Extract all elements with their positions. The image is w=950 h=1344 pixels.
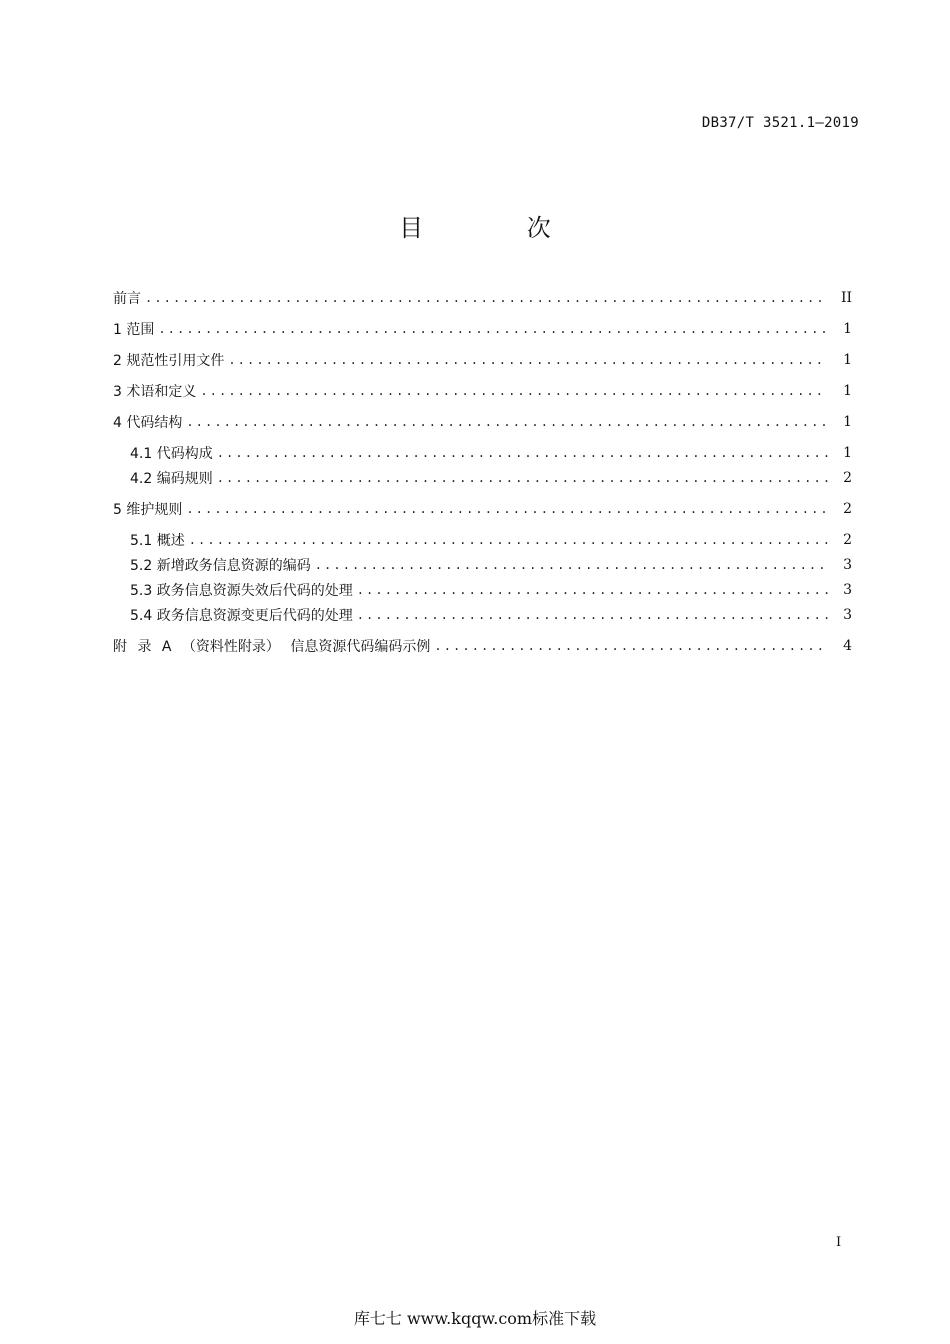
toc-entry-page: 1 (843, 383, 852, 399)
toc-title: 目 次 (399, 214, 599, 242)
toc-entry[interactable] (113, 411, 852, 433)
toc-entry-page: 4 (843, 638, 852, 654)
toc-entry-page: 3 (843, 582, 852, 598)
toc-leader-dots (217, 446, 828, 460)
toc-entry-label: 5.2 新增政务信息资源的编码 (130, 558, 311, 574)
toc-subentry[interactable] (130, 467, 852, 489)
toc-entry-label: 前言 (113, 291, 141, 307)
toc-entry-page: 3 (843, 557, 852, 573)
toc-subentry[interactable] (130, 554, 852, 576)
toc-leader-dots (145, 291, 828, 305)
toc-leader-dots (158, 322, 828, 336)
toc-entry-page: 1 (843, 352, 852, 368)
toc-entry-label: 1 范围 (113, 322, 155, 338)
toc-leader-dots (217, 471, 828, 485)
toc-subentry[interactable] (130, 442, 852, 464)
toc-entry-label: 附 录 A （资料性附录） 信息资源代码编码示例 (113, 639, 431, 655)
page-number: I (836, 1235, 842, 1250)
toc-entry-label: 2 规范性引用文件 (113, 353, 225, 369)
toc-entry[interactable] (113, 287, 852, 309)
toc-entry-page: 2 (843, 501, 852, 517)
toc-entry[interactable] (113, 498, 852, 520)
toc-subentry[interactable] (130, 604, 852, 626)
toc-entry-label: 5.1 概述 (130, 533, 185, 549)
toc-leader-dots (434, 639, 828, 653)
toc-leader-dots (186, 502, 828, 516)
toc-entry-page: 1 (843, 414, 852, 430)
toc-subentry[interactable] (130, 579, 852, 601)
toc-entry-label: 5 维护规则 (113, 502, 183, 518)
toc-subentry[interactable] (130, 529, 852, 551)
toc-leader-dots (200, 384, 828, 398)
toc-entry-label: 4.2 编码规则 (130, 471, 213, 487)
toc-leader-dots (315, 558, 828, 572)
footer-watermark-text: 库七七 www.kqqw.com标准下载 (353, 1309, 597, 1328)
toc-entry-page: 1 (843, 445, 852, 461)
toc-entry-page: 2 (843, 532, 852, 548)
standard-code: DB37/T 3521.1—2019 (701, 115, 859, 131)
toc-entry-page: II (840, 290, 852, 306)
toc-leader-dots (228, 353, 828, 367)
toc-entry-page: 2 (843, 470, 852, 486)
toc-entry[interactable] (113, 635, 852, 657)
toc-entry[interactable] (113, 349, 852, 371)
toc-entry-page: 3 (843, 607, 852, 623)
toc-leader-dots (357, 583, 828, 597)
toc-leader-dots (189, 533, 828, 547)
toc-entry[interactable] (113, 318, 852, 340)
toc-entry-label: 4 代码结构 (113, 415, 183, 431)
toc-entry[interactable] (113, 380, 852, 402)
toc-leader-dots (186, 415, 828, 429)
toc-entry-label: 4.1 代码构成 (130, 446, 213, 462)
toc-entry-label: 5.3 政务信息资源失效后代码的处理 (130, 583, 353, 599)
toc-leader-dots (357, 608, 828, 622)
toc-entry-page: 1 (843, 321, 852, 337)
toc-entry-label: 3 术语和定义 (113, 384, 197, 400)
toc-entry-label: 5.4 政务信息资源变更后代码的处理 (130, 608, 353, 624)
